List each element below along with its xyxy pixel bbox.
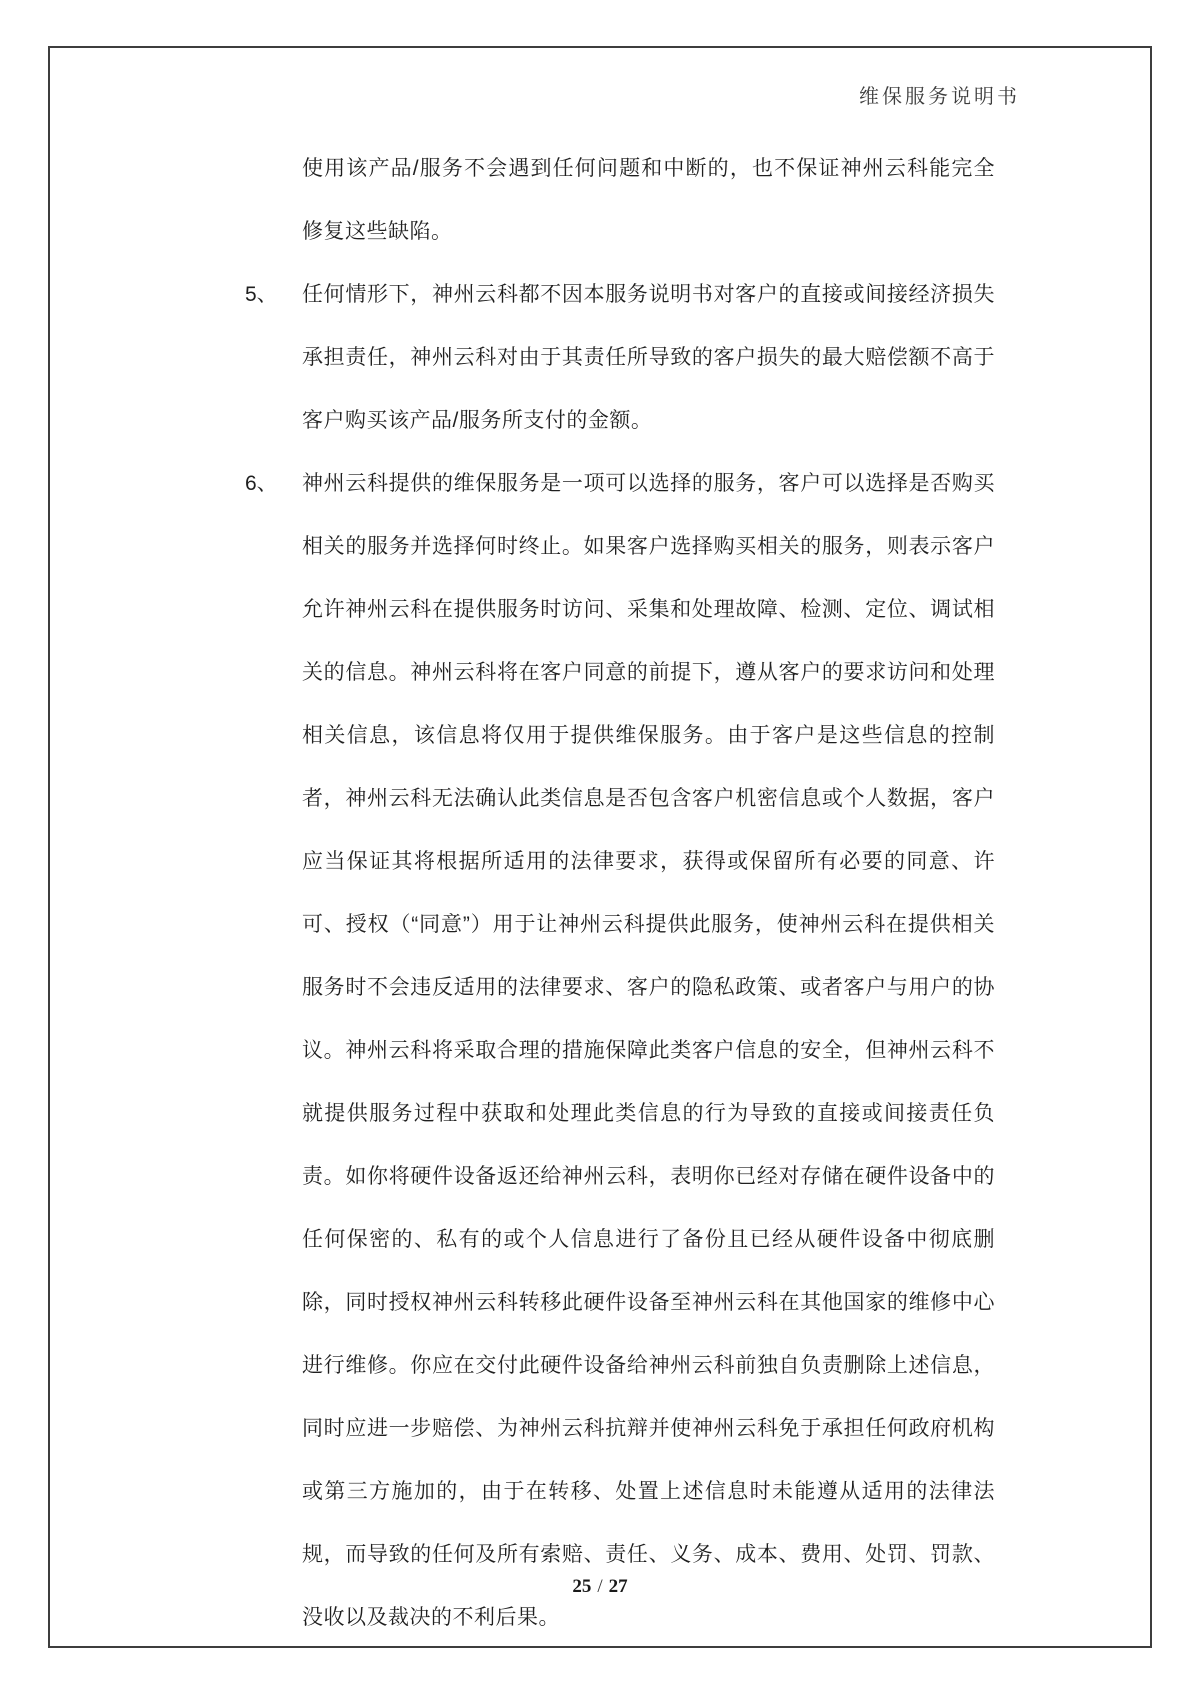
list-item-6-number: 6、 — [245, 472, 278, 495]
total-page-count: 27 — [608, 1576, 628, 1597]
list-item-5-number: 5、 — [245, 283, 278, 306]
list-item-6-text: 神州云科提供的维保服务是一项可以选择的服务，客户可以选择是否购买相关的服务并选择何时终止。如果客户选择购买相关的服务，则表示客户允许神州云科在提供服务时访问、采集和处理故障、检测、定位、调试相关的信息。神州云科将在客户同意的前提下，遵从客户的要求访问和处理相关信息，该信息将仅用于提供维保服务。由于客户是这些信息的控制者，神州云科无法确认此类信息是否包含客户机密信息或个人数据，客户应当保证其将根据所适用的法律要求，获得或保留所有必要的同意、许可、授权（“同意”）用于让神州云科提供此服务，使神州云科在提供相关服务时不会违反适用的法律要求、客户的隐私政策、或者客户与用户的协议。神州云科将采取合理的措施保障此类客户信息的安全，但神州云科不就提供服务过程中获取和处理此类信息的行为导致的直接或间接责任负责。如你将硬件设备返还给神州云科，表明你已经对存储在硬件设备中的任何保密的、私有的或个人信息进行了备份且已经从硬件设备中彻底删除，同时授权神州云科转移此硬件设备至神州云科在其他国家的维修中心进行维修。你应在交付此硬件设备给神州云科前独自负责删除上述信息，同时应进一步赔偿、为神州云科抗辩并使神州云科免于承担任何政府机构或第三方施加的，由于在转移、处置上述信息时未能遵从适用的法律法规，而导致的任何及所有索赔、责任、义务、成本、费用、处罚、罚款、没收以及裁决的不利后果。 — [302, 472, 995, 1629]
page-number-separator: / — [597, 1576, 603, 1597]
list-item-5-text: 任何情形下，神州云科都不因本服务说明书对客户的直接或间接经济损失承担责任，神州云科对由于其责任所导致的客户损失的最大赔偿额不高于客户购买该产品/服务所支付的金额。 — [302, 283, 995, 432]
document-header-title: 维保服务说明书 — [859, 86, 1020, 108]
document-body — [245, 137, 995, 1649]
paragraph-continuation: 使用该产品/服务不会遇到任何问题和中断的，也不保证神州云科能完全修复这些缺陷。 — [302, 157, 995, 243]
list-item-5 — [245, 263, 995, 452]
list-item-6 — [245, 452, 995, 1649]
page-number-footer — [0, 1576, 1200, 1598]
current-page-number: 25 — [572, 1576, 592, 1597]
